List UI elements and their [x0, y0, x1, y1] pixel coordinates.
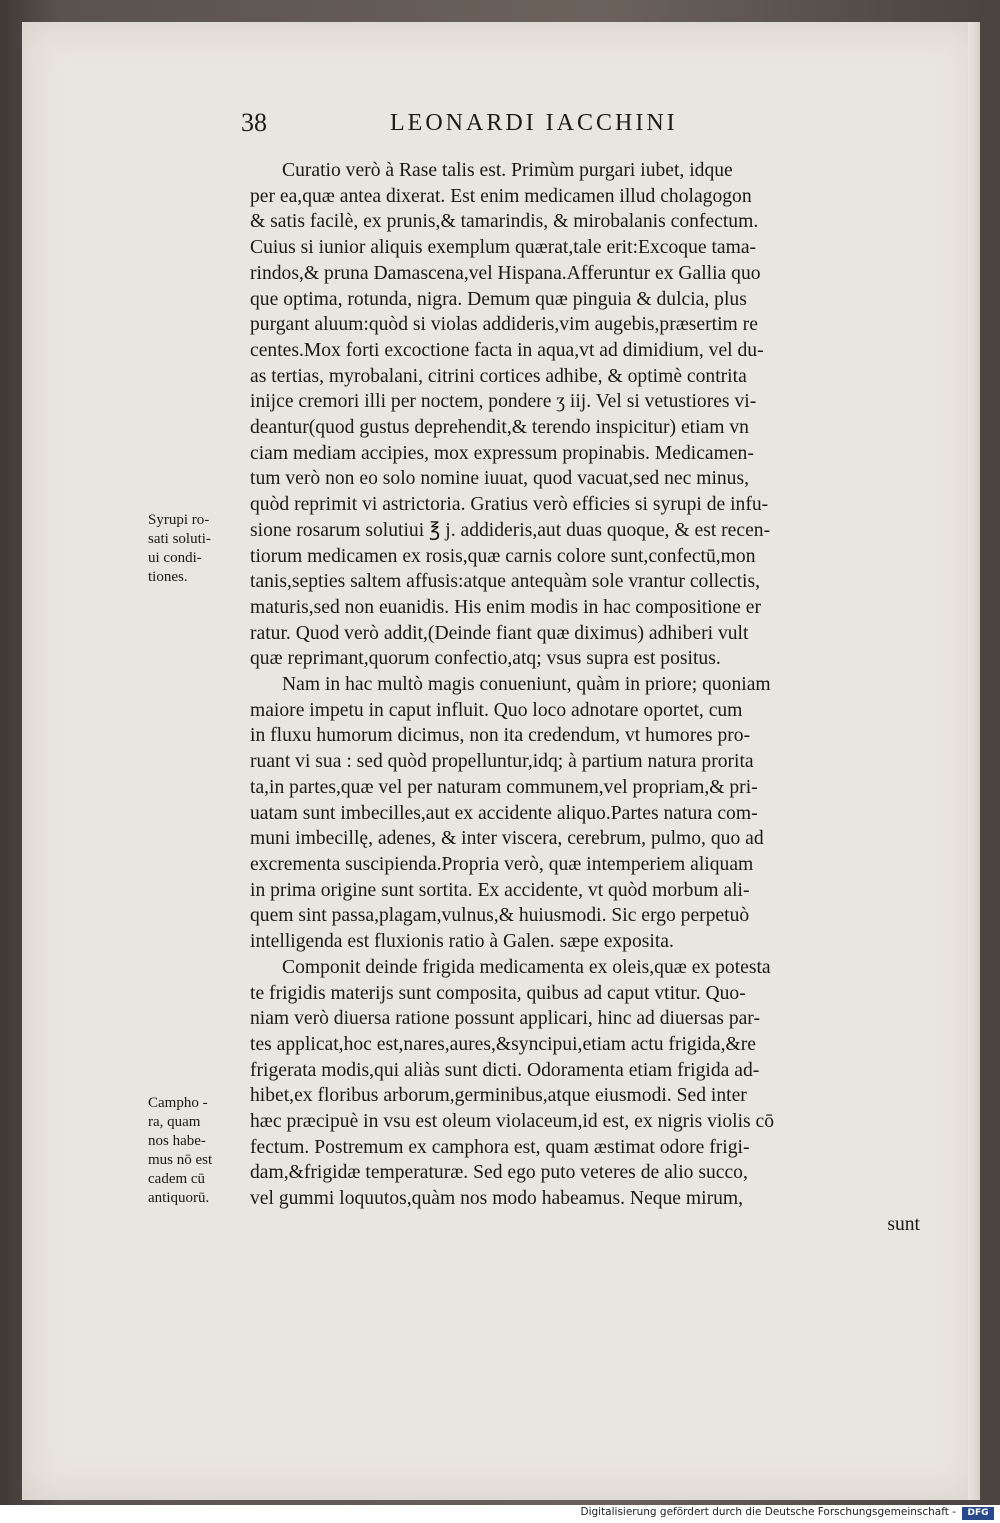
- margin-note-line: Campho -: [148, 1095, 208, 1111]
- page-edge-shadow: [968, 22, 980, 1500]
- text-line: hæc præcipuè in vsu est oleum violaceum,id est, ex nigris violis cō: [250, 1111, 775, 1133]
- text-line: excrementa suscipienda.Propria verò, quæ intemperiem aliquam: [250, 853, 754, 875]
- margin-note-syrupi: [148, 511, 258, 587]
- margin-note-line: Syrupi ro-: [148, 512, 210, 528]
- text-line: niam verò diuersa ratione possunt applicari, hinc ad diuersas par-: [250, 1008, 760, 1030]
- text-line: ruant vi sua : sed quòd propelluntur,idq; à partium natura prorita: [250, 751, 754, 773]
- text-line: & satis facilè, ex prunis,& tamarindis, & mirobalanis confectum.: [250, 211, 759, 233]
- margin-note-line: ra, quam: [148, 1114, 201, 1130]
- margin-note-line: cadem cū: [148, 1171, 206, 1187]
- dfg-logo-icon: DFG: [962, 1507, 994, 1520]
- margin-note-line: nos habe-: [148, 1133, 206, 1149]
- text-line: tiorum medicamen ex rosis,quæ carnis colore sunt,confectū,mon: [250, 545, 756, 567]
- text-line: hibet,ex floribus arborum,germinibus,atque eiusmodi. Sed inter: [250, 1085, 747, 1107]
- text-line: deantur(quod gustus deprehendit,& terendo inspicitur) etiam vn: [250, 417, 749, 439]
- book-page: [22, 22, 980, 1500]
- catchword: sunt: [887, 1213, 920, 1235]
- text-line: intelligenda est fluxionis ratio à Galen. sæpe exposita.: [250, 931, 674, 953]
- margin-note-camphora: [148, 1094, 258, 1208]
- text-line: Componit deinde frigida medicamenta ex oleis,quæ ex potesta: [282, 956, 771, 978]
- text-line: dam,&frigidæ temperaturæ. Sed ego puto veteres de alio succo,: [250, 1162, 748, 1184]
- text-line: inijce cremori illi per noctem, pondere ʒ iij. Vel si vetustiores vi-: [250, 391, 757, 413]
- text-line: centes.Mox forti excoctione facta in aqua,vt ad dimidium, vel du-: [250, 339, 764, 361]
- text-line: per ea,quæ antea dixerat. Est enim medicamen illud cholagogon: [250, 185, 752, 207]
- text-line: maturis,sed non euanidis. His enim modis in hac compositione er: [250, 596, 761, 618]
- text-line: rindos,& pruna Damascena,vel Hispana.Afferuntur ex Gallia quo: [250, 262, 761, 284]
- text-line: tes applicat,hoc est,nares,aures,&syncipui,etiam actu frigida,&re: [250, 1033, 756, 1055]
- text-line: que optima, rotunda, nigra. Demum quæ pinguia & dulcia, plus: [250, 288, 747, 310]
- margin-note-line: sati soluti-: [148, 531, 211, 547]
- text-line: tanis,septies saltem affusis:atque antequàm sole vrantur collectis,: [250, 571, 761, 593]
- page-number: 38: [241, 108, 267, 137]
- text-line: purgant aluum:quòd si violas addideris,vim augebis,præsertim re: [250, 314, 758, 336]
- text-line: quæ reprimant,quorum confectio,atq; vsus supra est positus.: [250, 648, 721, 670]
- margin-note-line: mus nō est: [148, 1152, 213, 1168]
- text-line: Cuius si iunior aliquis exemplum quærat,tale erit:Excoque tama-: [250, 237, 757, 259]
- text-line: tum verò non eo solo nomine iuuat, quod vacuat,sed nec minus,: [250, 468, 749, 490]
- text-line: uatam sunt imbecilles,aut ex accidente aliquo.Partes natura com-: [250, 802, 758, 824]
- running-title: LEONARDI IACCHINI: [390, 110, 678, 136]
- text-line: te frigidis materijs sunt composita, quibus ad caput vtitur. Quo-: [250, 982, 746, 1004]
- text-line: ta,in partes,quæ vel per naturam communem,vel propriam,& pri-: [250, 776, 758, 798]
- text-line: fectum. Postremum ex camphora est, quam æstimat odore frigi-: [250, 1136, 750, 1158]
- body-text: [250, 158, 920, 1238]
- text-line: sione rosarum solutiui ℥ j. addideris,aut duas quoque, & est recen-: [250, 519, 771, 541]
- running-head: [22, 108, 980, 148]
- text-line: as tertias, myrobalani, citrini cortices adhibe, & optimè contrita: [250, 365, 747, 387]
- margin-note-line: tiones.: [148, 569, 188, 585]
- footer-credit: Digitalisierung gefördert durch die Deutsche Forschungsgemeinschaft -: [580, 1506, 956, 1518]
- text-line: ratur. Quod verò addit,(Deinde fiant quæ diximus) adhiberi vult: [250, 622, 749, 644]
- text-line: ciam mediam accipies, mox expressum propinabis. Medicamen-: [250, 442, 754, 464]
- text-line: muni imbecillę, adenes, & inter viscera, cerebrum, pulmo, quo ad: [250, 828, 764, 850]
- footer-bar: [0, 1505, 1000, 1523]
- text-line: quòd reprimit vi astrictoria. Gratius verò efficies si syrupi de infu-: [250, 494, 769, 516]
- text-line: Nam in hac multò magis conueniunt, quàm in priore; quoniam: [282, 674, 771, 696]
- text-line: vel gummi loquutos,quàm nos modo habeamus. Neque mirum,: [250, 1188, 744, 1210]
- text-line: frigerata modis,qui aliàs sunt dicti. Odoramenta etiam frigida ad-: [250, 1059, 760, 1081]
- text-line: in prima origine sunt sortita. Ex accidente, vt quòd morbum ali-: [250, 879, 750, 901]
- text-line: Curatio verò à Rase talis est. Primùm purgari iubet, idque: [282, 160, 733, 181]
- text-line: quem sint passa,plagam,vulnus,& huiusmodi. Sic ergo perpetuò: [250, 905, 750, 927]
- margin-note-line: antiquorū.: [148, 1190, 210, 1206]
- text-line: maiore impetu in caput influit. Quo loco adnotare oportet, cum: [250, 699, 743, 721]
- margin-note-line: ui condi-: [148, 550, 202, 566]
- text-line: in fluxu humorum dicimus, non ita credendum, vt humores pro-: [250, 725, 751, 747]
